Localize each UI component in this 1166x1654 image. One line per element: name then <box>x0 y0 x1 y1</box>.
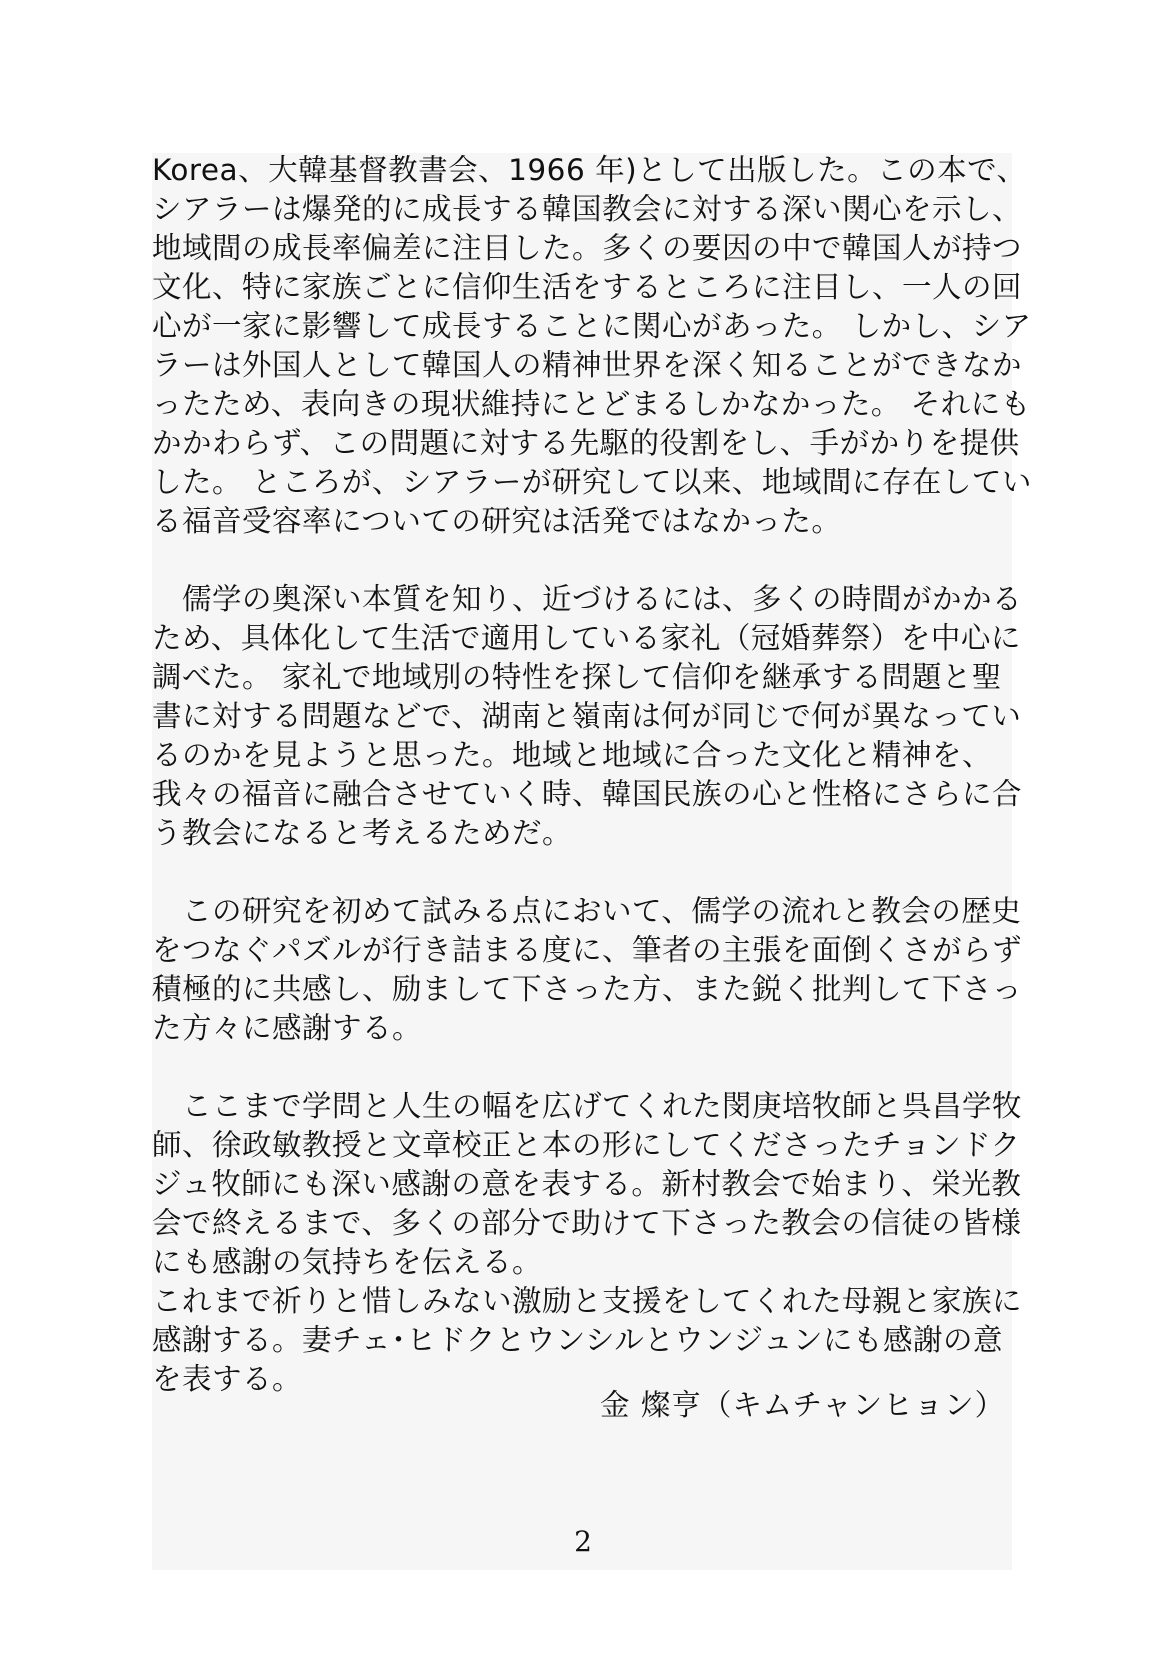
text-line: この研究を初めて試みる点において、儒学の流れと教会の歴史 <box>182 894 1022 928</box>
text-line: をつなぐパズルが行き詰まる度に、筆者の主張を面倒くさがらず <box>152 933 1023 967</box>
text-line: Korea、大韓基督教書会、1966 年)として出版した。この本で、 <box>152 153 1027 187</box>
text-line: これまで祈りと惜しみない激励と支援をしてくれた母親と家族に <box>152 1284 1023 1318</box>
text-line: 会で終えるまで、多くの部分で助けて下さった教会の信徒の皆様 <box>152 1206 1022 1240</box>
text-line: 感謝する。妻チェ･ヒドクとウンシルとウンジュンにも感謝の意 <box>152 1323 1003 1357</box>
text-line: るのかを見ようと思った。地域と地域に合った文化と精神を、 <box>152 738 993 772</box>
text-line: 地域間の成長率偏差に注目した。多くの要因の中で韓国人が持つ <box>152 231 1023 265</box>
text-line: 文化、特に家族ごとに信仰生活をするところに注目し、一人の回 <box>152 270 1023 304</box>
text-line: 師、徐政敏教授と文章校正と本の形にしてくださったチョンドク <box>152 1128 1021 1162</box>
text-line: ジュ牧師にも深い感謝の意を表する。新村教会で始まり、栄光教 <box>152 1167 1022 1201</box>
text-line: 調べた。 家礼で地域別の特性を探して信仰を継承する問題と聖 <box>152 660 1002 694</box>
text-line: シアラーは爆発的に成長する韓国教会に対する深い関心を示し、 <box>152 192 1023 226</box>
text-line: た方々に感謝する。 <box>152 1011 423 1045</box>
author-signature: 金 燦亨（キムチャンヒョン） <box>600 1388 1006 1422</box>
page-number: 2 <box>574 1525 592 1558</box>
text-line: にも感謝の気持ちを伝える。 <box>152 1245 543 1279</box>
text-line: かかわらず、この問題に対する先駆的役割をし、手がかりを提供 <box>152 426 1020 460</box>
text-line: ため、具体化して生活で適用している家礼（冠婚葬祭）を中心に <box>152 621 1021 655</box>
text-line: 我々の福音に融合させていく時、韓国民族の心と性格にさらに合 <box>152 777 1023 811</box>
text-line: 積極的に共感し、励まして下さった方、また鋭く批判して下さっ <box>152 972 1023 1006</box>
text-line: 儒学の奥深い本質を知り、近づけるには、多くの時間がかかる <box>182 582 1023 616</box>
text-line: ここまで学問と人生の幅を広げてくれた閔庚培牧師と呉昌学牧 <box>182 1089 1023 1123</box>
text-line: した。 ところが、シアラーが研究して以来、地域間に存在してい <box>152 465 1032 499</box>
text-line: ったため、表向きの現状維持にとどまるしかなかった。 それにも <box>152 387 1031 421</box>
text-line: う教会になると考えるためだ。 <box>152 816 573 850</box>
text-line: を表する。 <box>152 1362 303 1396</box>
text-line: 心が一家に影響して成長することに関心があった。 しかし、シア <box>152 309 1032 343</box>
text-line: 書に対する問題などで、湖南と嶺南は何が同じで何が異なってい <box>152 699 1022 733</box>
text-line: る福音受容率についての研究は活発ではなかった。 <box>152 504 842 538</box>
text-line: ラーは外国人として韓国人の精神世界を深く知ることができなか <box>152 348 1023 382</box>
